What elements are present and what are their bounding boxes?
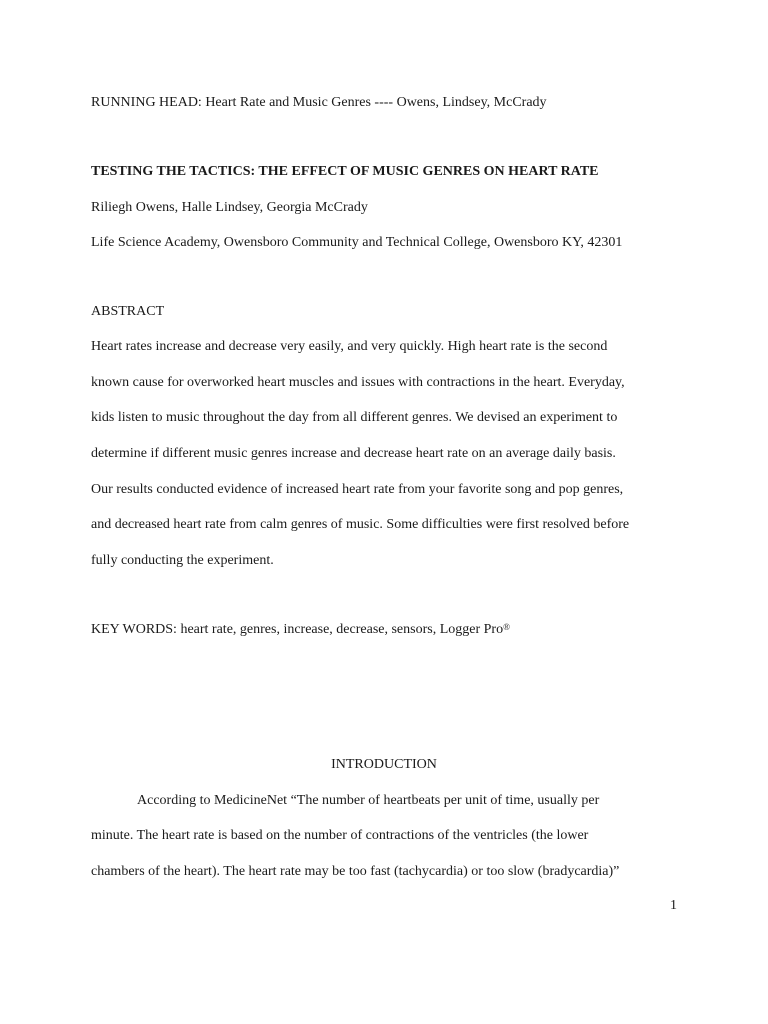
abstract-line: Heart rates increase and decrease very easily, and very quickly. High heart rate is the second [91,339,608,354]
introduction-line: According to MedicineNet “The number of heartbeats per unit of time, usually per [137,793,600,808]
introduction-line: chambers of the heart). The heart rate may be too fast (tachycardia) or too slow (bradycardia)” [91,864,620,879]
abstract-line: Our results conducted evidence of increased heart rate from your favorite song and pop genres, [91,482,624,497]
page-number: 1 [670,898,677,913]
keywords-text: KEY WORDS: heart rate, genres, increase, decrease, sensors, Logger Pro [91,622,504,637]
abstract-line: known cause for overworked heart muscles and issues with contractions in the heart. Everyday, [91,375,625,390]
affiliation: Life Science Academy, Owensboro Community and Technical College, Owensboro KY, 42301 [91,235,623,250]
running-head: RUNNING HEAD: Heart Rate and Music Genres ---- Owens, Lindsey, McCrady [91,95,547,110]
abstract-line: and decreased heart rate from calm genres of music. Some difficulties were first resolved before [91,517,630,532]
authors: Riliegh Owens, Halle Lindsey, Georgia McCrady [91,200,368,215]
keywords [91,621,510,639]
registered-mark: ® [503,622,510,632]
introduction-line: minute. The heart rate is based on the number of contractions of the ventricles (the lower [91,828,589,843]
abstract-line: kids listen to music throughout the day from all different genres. We devised an experiment to [91,410,618,425]
abstract-heading: ABSTRACT [91,304,165,319]
abstract-line: fully conducting the experiment. [91,553,274,568]
abstract-line: determine if different music genres increase and decrease heart rate on an average daily basis. [91,446,616,461]
paper-title: TESTING THE TACTICS: THE EFFECT OF MUSIC GENRES ON HEART RATE [91,164,599,179]
introduction-heading: INTRODUCTION [331,757,437,772]
